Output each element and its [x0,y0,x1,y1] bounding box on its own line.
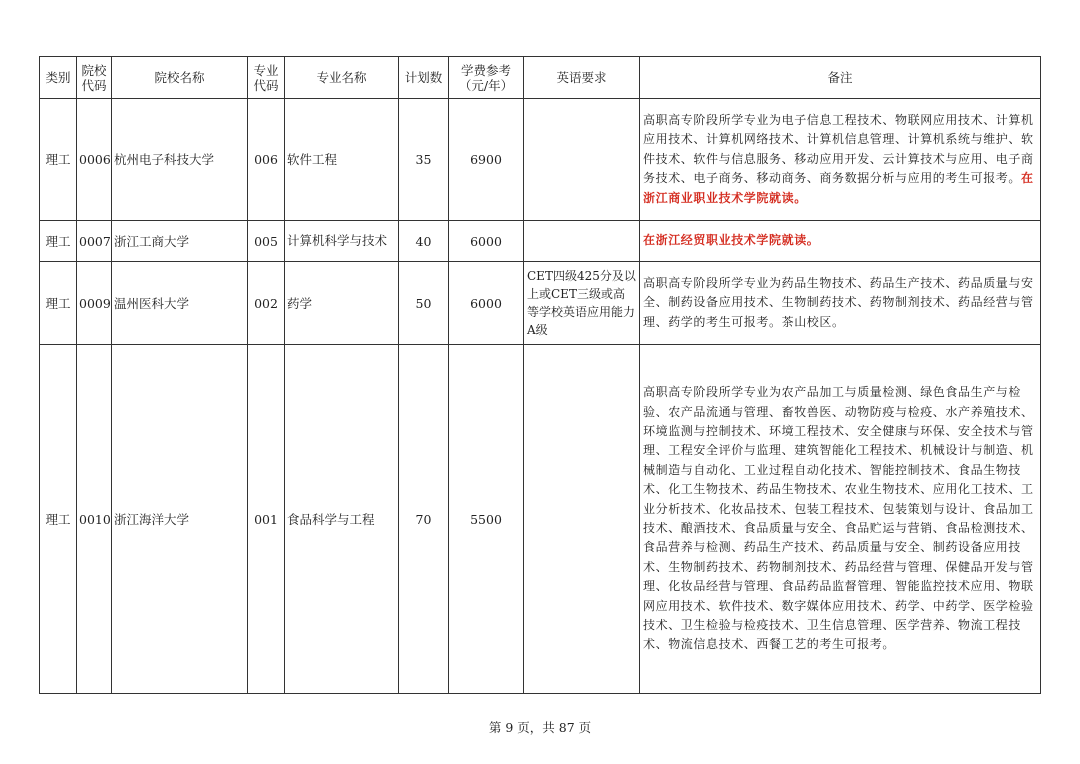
table-row [40,221,1041,262]
table-row [40,99,1041,221]
page-prefix: 第 [488,720,502,735]
page-footer [0,718,1080,736]
school-code-cell: 0006 [77,99,112,221]
enrollment-plan-table [39,56,1041,694]
category-cell: 理工 [40,221,77,262]
header-row [40,57,1041,99]
english-requirement-cell [524,221,640,262]
category-cell: 理工 [40,99,77,221]
category-cell: 理工 [40,345,77,694]
header-remarks: 备注 [640,57,1041,99]
remark-highlight: 在浙江商业职业技术学院就读。 [643,171,1034,205]
major-code-cell: 001 [248,345,285,694]
major-code-cell: 005 [248,221,285,262]
header-english: 英语要求 [524,57,640,99]
major-code-cell: 002 [248,262,285,345]
major-name-cell: 食品科学与工程 [285,345,399,694]
school-code-cell: 0007 [77,221,112,262]
remarks-cell [640,221,1041,262]
english-requirement-cell [524,99,640,221]
school-code-cell: 0010 [77,345,112,694]
major-name-cell: 计算机科学与技术 [285,221,399,262]
major-code-cell: 006 [248,99,285,221]
school-name-cell: 浙江工商大学 [112,221,248,262]
remark-text: 高职高专阶段所学专业为电子信息工程技术、物联网应用技术、计算机应用技术、计算机网络技术、计算机信息管理、计算机系统与维护、软件技术、软件与信息服务、移动应用开发、云计算技术与应用、电子商务技术、电子商务、移动商务、商务数据分析与应用的考生可报考。 [643,112,1034,186]
table-row [40,262,1041,345]
tuition-cell: 5500 [449,345,524,694]
school-name-cell: 浙江海洋大学 [112,345,248,694]
header-tuition: 学费参考（元/年） [449,57,524,99]
remark-text: 高职高专阶段所学专业为农产品加工与质量检测、绿色食品生产与检验、农产品流通与管理、畜牧兽医、动物防疫与检疫、水产养殖技术、环境监测与控制技术、环境工程技术、安全健康与环保、安全技术与管理、工程安全评价与监理、建筑智能化工程技术、机械设计与制造、机械制造与自动化、工业过程自动化技术、智能控制技术、食品生物技术、化工生物技术、药品生物技术、农业生物技术、应用化工技术、工业分析技术、化妆品技术、包装工程技术、包装策划与设计、食品加工技术、酿酒技术、食品质量与安全、食品贮运与营销、食品检测技术、食品营养与检测、药品生产技术、药品质量与安全、制药设备应用技术、生物制药技术、药物制剂技术、药品经营与管理、保健品开发与管理、化妆品经营与管理、食品药品监督管理、智能监控技术应用、物联网应用技术、软件技术、数字媒体应用技术、药学、中药学、医学检验技术、卫生检验与检疫技术、卫生信息管理、医学营养、物流工程技术、物流信息技术、西餐工艺的考生可报考。 [643,385,1034,652]
school-code-cell: 0009 [77,262,112,345]
plan-count-cell: 50 [399,262,449,345]
major-name-cell: 软件工程 [285,99,399,221]
header-plan-count: 计划数 [399,57,449,99]
remarks-cell [640,262,1041,345]
remarks-cell [640,99,1041,221]
page-number: 9 [505,720,514,735]
tuition-cell: 6900 [449,99,524,221]
tuition-cell: 6000 [449,262,524,345]
total-pages: 87 [558,720,575,735]
header-school-name: 院校名称 [112,57,248,99]
page-suffix: 页 [578,720,592,735]
page-mid: 页，共 [517,720,555,735]
remark-highlight: 在浙江经贸职业技术学院就读。 [643,233,820,248]
school-name-cell: 杭州电子科技大学 [112,99,248,221]
remarks-cell [640,345,1041,694]
header-school-code: 院校代码 [77,57,112,99]
header-major-name: 专业名称 [285,57,399,99]
english-requirement-cell: CET四级425分及以上或CET三级或高等学校英语应用能力A级 [524,262,640,345]
english-requirement-cell [524,345,640,694]
category-cell: 理工 [40,262,77,345]
tuition-cell: 6000 [449,221,524,262]
plan-count-cell: 35 [399,99,449,221]
remark-text: 高职高专阶段所学专业为药品生物技术、药品生产技术、药品质量与安全、制药设备应用技术、生物制药技术、药物制剂技术、药品经营与管理、药学的考生可报考。茶山校区。 [643,275,1034,329]
plan-count-cell: 40 [399,221,449,262]
header-category: 类别 [40,57,77,99]
major-name-cell: 药学 [285,262,399,345]
table-row [40,345,1041,694]
plan-count-cell: 70 [399,345,449,694]
school-name-cell: 温州医科大学 [112,262,248,345]
header-major-code: 专业代码 [248,57,285,99]
